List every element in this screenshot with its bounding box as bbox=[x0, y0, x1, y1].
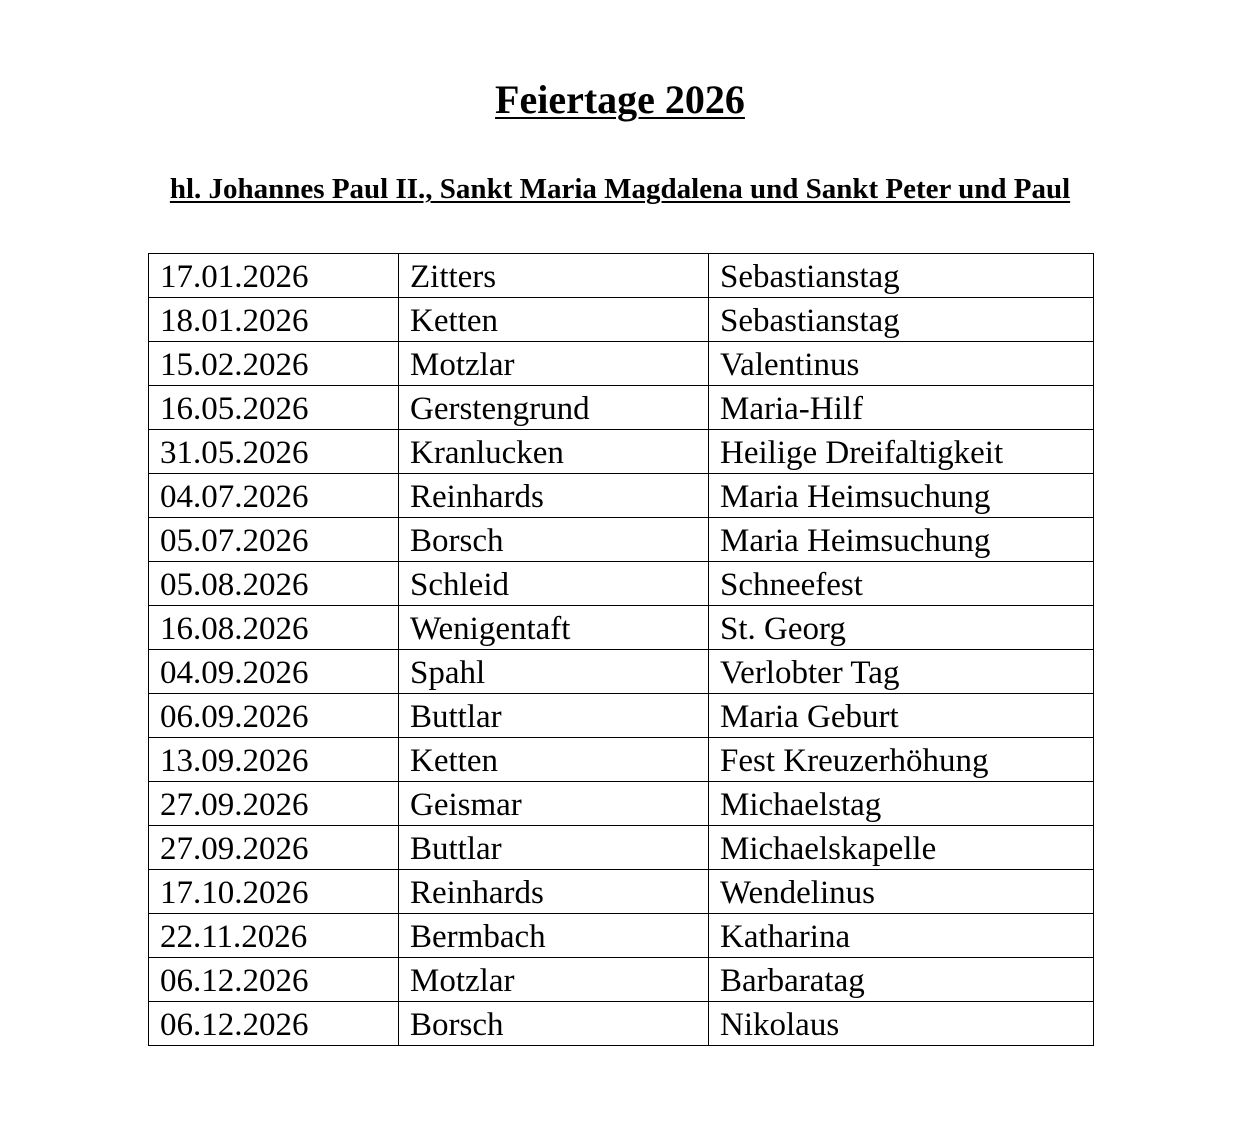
page-title: Feiertage 2026 bbox=[495, 77, 745, 122]
place-cell: Reinhards bbox=[399, 474, 709, 518]
place-cell: Ketten bbox=[399, 298, 709, 342]
table-row bbox=[149, 606, 1094, 650]
feast-cell: Maria Heimsuchung bbox=[709, 518, 1094, 562]
table-row bbox=[149, 738, 1094, 782]
feast-cell: Michaelstag bbox=[709, 782, 1094, 826]
date-cell: 06.12.2026 bbox=[149, 958, 399, 1002]
feast-cell: Katharina bbox=[709, 914, 1094, 958]
feast-cell: St. Georg bbox=[709, 606, 1094, 650]
date-cell: 31.05.2026 bbox=[149, 430, 399, 474]
feast-cell: Maria-Hilf bbox=[709, 386, 1094, 430]
place-cell: Spahl bbox=[399, 650, 709, 694]
table-row bbox=[149, 914, 1094, 958]
holiday-table-body bbox=[149, 254, 1094, 1046]
feast-cell: Verlobter Tag bbox=[709, 650, 1094, 694]
date-cell: 04.09.2026 bbox=[149, 650, 399, 694]
date-cell: 15.02.2026 bbox=[149, 342, 399, 386]
date-cell: 27.09.2026 bbox=[149, 826, 399, 870]
feast-cell: Heilige Dreifaltigkeit bbox=[709, 430, 1094, 474]
feast-cell: Wendelinus bbox=[709, 870, 1094, 914]
place-cell: Motzlar bbox=[399, 342, 709, 386]
place-cell: Kranlucken bbox=[399, 430, 709, 474]
place-cell: Motzlar bbox=[399, 958, 709, 1002]
place-cell: Zitters bbox=[399, 254, 709, 298]
place-cell: Borsch bbox=[399, 1002, 709, 1046]
place-cell: Reinhards bbox=[399, 870, 709, 914]
feast-cell: Maria Heimsuchung bbox=[709, 474, 1094, 518]
table-row bbox=[149, 254, 1094, 298]
table-row bbox=[149, 958, 1094, 1002]
table-row bbox=[149, 1002, 1094, 1046]
feast-cell: Schneefest bbox=[709, 562, 1094, 606]
table-row bbox=[149, 650, 1094, 694]
feast-cell: Valentinus bbox=[709, 342, 1094, 386]
place-cell: Schleid bbox=[399, 562, 709, 606]
feast-cell: Michaelskapelle bbox=[709, 826, 1094, 870]
date-cell: 16.05.2026 bbox=[149, 386, 399, 430]
place-cell: Buttlar bbox=[399, 826, 709, 870]
feast-cell: Maria Geburt bbox=[709, 694, 1094, 738]
table-row bbox=[149, 342, 1094, 386]
date-cell: 05.08.2026 bbox=[149, 562, 399, 606]
table-row bbox=[149, 562, 1094, 606]
table-row bbox=[149, 298, 1094, 342]
date-cell: 22.11.2026 bbox=[149, 914, 399, 958]
date-cell: 18.01.2026 bbox=[149, 298, 399, 342]
table-row bbox=[149, 430, 1094, 474]
date-cell: 27.09.2026 bbox=[149, 782, 399, 826]
table-row bbox=[149, 474, 1094, 518]
table-row bbox=[149, 518, 1094, 562]
table-row bbox=[149, 826, 1094, 870]
feast-cell: Sebastianstag bbox=[709, 254, 1094, 298]
date-cell: 17.01.2026 bbox=[149, 254, 399, 298]
feast-cell: Barbaratag bbox=[709, 958, 1094, 1002]
date-cell: 06.09.2026 bbox=[149, 694, 399, 738]
date-cell: 05.07.2026 bbox=[149, 518, 399, 562]
place-cell: Ketten bbox=[399, 738, 709, 782]
date-cell: 04.07.2026 bbox=[149, 474, 399, 518]
place-cell: Gerstengrund bbox=[399, 386, 709, 430]
date-cell: 06.12.2026 bbox=[149, 1002, 399, 1046]
table-row bbox=[149, 694, 1094, 738]
table-row bbox=[149, 870, 1094, 914]
place-cell: Bermbach bbox=[399, 914, 709, 958]
feast-cell: Fest Kreuzerhöhung bbox=[709, 738, 1094, 782]
page-subtitle: hl. Johannes Paul II., Sankt Maria Magdalena und Sankt Peter und Paul bbox=[169, 173, 1071, 205]
feast-cell: Sebastianstag bbox=[709, 298, 1094, 342]
feast-cell: Nikolaus bbox=[709, 1002, 1094, 1046]
date-cell: 17.10.2026 bbox=[149, 870, 399, 914]
table-row bbox=[149, 386, 1094, 430]
place-cell: Borsch bbox=[399, 518, 709, 562]
date-cell: 13.09.2026 bbox=[149, 738, 399, 782]
table-row bbox=[149, 782, 1094, 826]
place-cell: Geismar bbox=[399, 782, 709, 826]
place-cell: Wenigentaft bbox=[399, 606, 709, 650]
date-cell: 16.08.2026 bbox=[149, 606, 399, 650]
place-cell: Buttlar bbox=[399, 694, 709, 738]
holiday-table bbox=[148, 253, 1094, 1046]
